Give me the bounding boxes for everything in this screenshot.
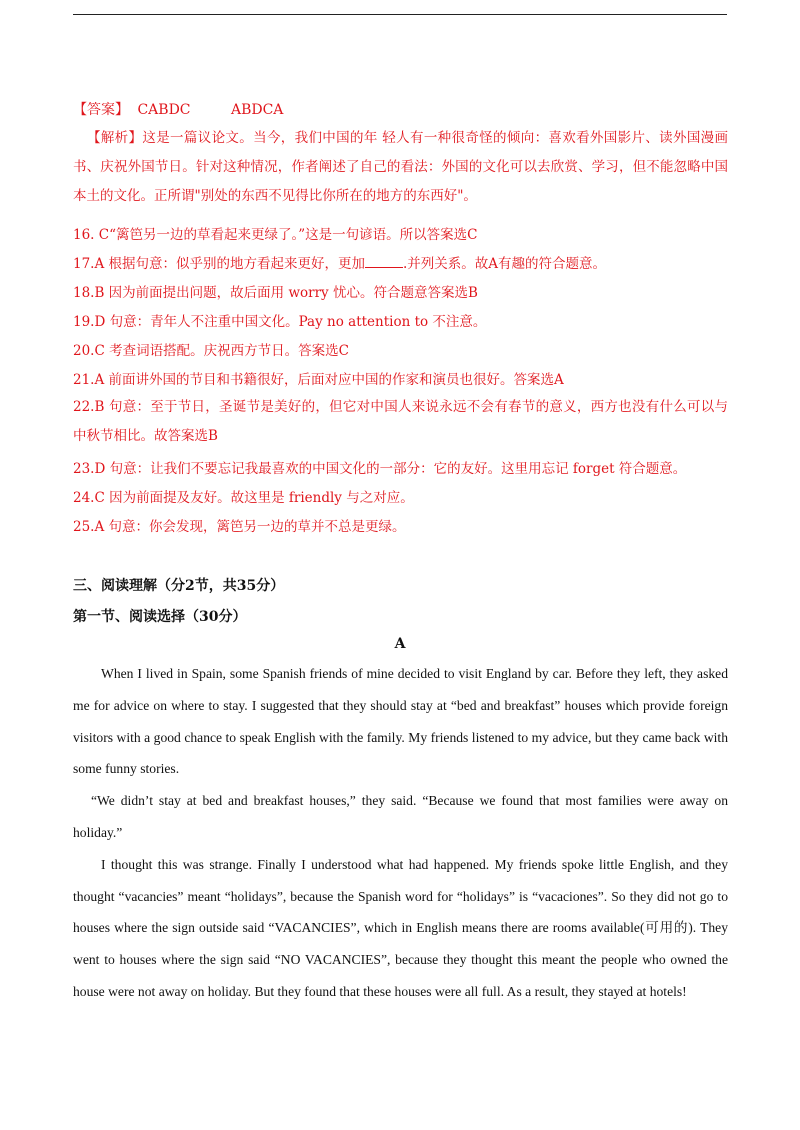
section-title: 三、阅读理解（分2节，共35分）: [73, 578, 285, 594]
explanation-17-b: .并列关系。故A有趣的符合题意。: [403, 256, 607, 272]
analysis-label: 【解析】: [87, 130, 143, 146]
answer-blank: [365, 255, 403, 268]
analysis-text: 这是一篇议论文。当今，我们中国的年 轻人有一种很奇怪的倾向：喜欢看外国影片、读外国漫画书、庆祝外国节日。针对这种情况，作者阐述了自己的看法：外国的文化可以去欣赏、学习，但不能忽略中国本土的文化。正所谓"别处的东西不见得比你所在的地方的东西好"。: [73, 130, 729, 204]
explanation-17-a: 17.A 根据句意：似乎别的地方看起来更好，更加: [73, 256, 366, 272]
passage-body: [73, 658, 728, 1008]
explanation-22: 22.B 句意：至于节日，圣诞节是美好的，但它对中国人来说永远不会有春节的意义，西方也没有什么可以与中秋节相比。故答案选B: [73, 399, 728, 444]
passage-letter: A: [394, 636, 406, 652]
answer-part2: ABDCA: [230, 102, 284, 118]
answer-line: [73, 99, 283, 119]
passage-paragraph-3: I thought this was strange. Finally I understood what had happened. My friends spoke little English, and they thought “vacancies” meant “holidays”, because the Spanish word for “holidays” is “vacaciones”. So they did not go to houses where the sign outside said “VACANCIES”, which in English means there are rooms available(可用的). They went to houses where the sign said “NO VACANCIES”, because they thought this meant the people who owned the house were not away on holiday. But they found that these houses were all full. As a result, they stayed at hotels!: [73, 856, 728, 999]
explanation-23: 23.D 句意：让我们不要忘记我最喜欢的中国文化的一部分：它的友好。这里用忘记 forget 符合题意。: [73, 461, 687, 477]
section-subtitle: 第一节、阅读选择（30分）: [73, 609, 247, 625]
answer-part1: CABDC: [137, 102, 191, 118]
explanation-24: 24.C 因为前面提及友好。故这里是 friendly 与之对应。: [73, 490, 414, 506]
explanation-21: 21.A 前面讲外国的节目和书籍很好，后面对应中国的作家和演员也很好。答案选A: [73, 372, 564, 388]
explanation-20: 20.C 考查词语搭配。庆祝西方节日。答案选C: [73, 343, 349, 359]
explanation-17: [73, 252, 733, 272]
explanation-25: 25.A 句意：你会发现，篱笆另一边的草并不总是更绿。: [73, 519, 406, 535]
explanation-18: 18.B 因为前面提出问题，故后面用 worry 忧心。符合题意答案选B: [73, 285, 478, 301]
answer-label: 【答案】: [73, 102, 129, 118]
passage-paragraph-1: When I lived in Spain, some Spanish friends of mine decided to visit England by car. Before they left, they asked me for advice on where to stay. I suggested that they should stay at “bed and breakfast” houses which provide foreign visitors with a good chance to speak English with the family. My friends listened to my advice, but they came back with some funny stories.: [73, 666, 728, 777]
analysis-paragraph: [73, 124, 728, 211]
passage-paragraph-2: “We didn’t stay at bed and breakfast houses,” they said. “Because we found that most families were away on holiday.”: [73, 793, 728, 840]
explanation-19: 19.D 句意：青年人不注重中国文化。Pay no attention to 不注意。: [73, 314, 487, 330]
explanation-16: 16. C“篱笆另一边的草看起来更绿了。”这是一句谚语。所以答案选C: [73, 227, 478, 243]
header-rule: [73, 14, 727, 15]
